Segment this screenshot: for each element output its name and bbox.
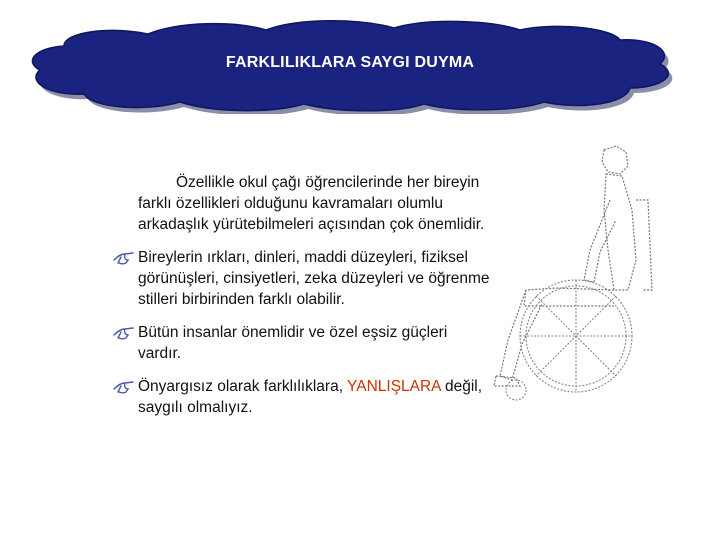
- bullet-item: [112, 376, 492, 418]
- bullet-text: Bireylerin ırkları, dinleri, maddi düzeyleri, fiziksel görünüşleri, cinsiyetleri, zeka düzeyleri ve öğrenme stilleri birbirinden farklı olabilir.: [138, 249, 490, 308]
- wheelchair-person-icon: [486, 140, 670, 410]
- bullet-item: [112, 247, 492, 310]
- intro-paragraph: [112, 172, 492, 235]
- bullet-text: Bütün insanlar önemlidir ve özel eşsiz güçleri vardır.: [138, 324, 448, 362]
- intro-text: Özellikle okul çağı öğrencilerinde her bireyin farklı özellikleri olduğunu kavramaları olumlu arkadaşlık yürütebilmeleri açısından çok önemlidir.: [138, 174, 485, 233]
- hand-pointer-icon: [112, 377, 136, 397]
- bullet-item: [112, 322, 492, 364]
- title-banner: [20, 14, 680, 114]
- highlight-text: YANLIŞLARA: [347, 378, 441, 395]
- hand-pointer-icon: [112, 248, 136, 268]
- hand-pointer-icon: [112, 323, 136, 343]
- bullet-text-after: değil, saygılı olmalıyız.: [138, 378, 483, 416]
- main-content: [112, 172, 492, 430]
- page-title: FARKLILIKLARA SAYGI DUYMA: [225, 54, 475, 71]
- bullet-text-before: Önyargısız olarak farklılıklara,: [138, 378, 348, 395]
